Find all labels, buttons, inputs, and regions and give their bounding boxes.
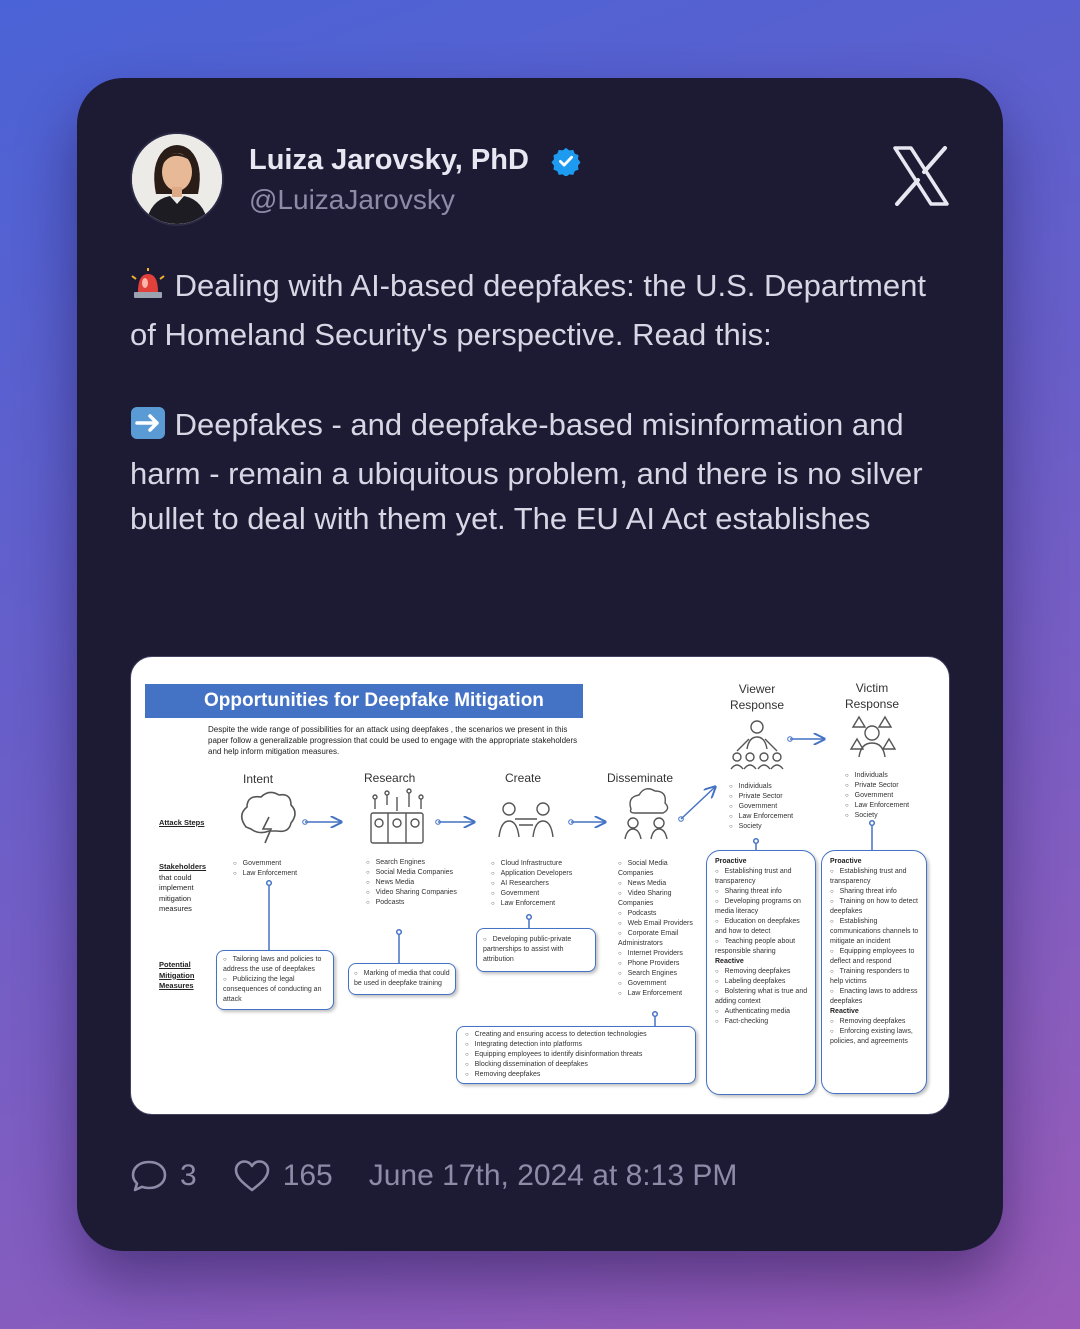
stage-intent: Intent [243, 772, 274, 786]
mitigation-box-viewer: Proactive ○ Establishing trust and transparency ○ Sharing threat info ○ Developing programs on media literacy ○ Education on deepfakes and how to detect ○ Teaching people about responsible sharing Reactive ○ Removing deepfakes ○ Labeling deepfakes ○ Bolstering what is true and adding context ○ Authenticating media ○ Fact-checking [706, 850, 816, 1095]
tweet-paragraph-2: Deepfakes - and deepfake-based misinformation and harm - remain a ubiquitous problem, and there is no silver bullet to deal with them yet. The EU AI Act establishes [130, 407, 923, 536]
mitigation-box-create: ○ Developing public-private partnerships to assist with attribution [476, 928, 596, 972]
mitigation-box-victim: Proactive ○ Establishing trust and transparency ○ Sharing threat info ○ Training on how to detect deepfakes ○ Establishing communications channels to mitigate an incident ○ Equipping employees to deflect and respond ○ Training responders to help victims ○ Enacting laws to address deepfakes Reactive ○ Removing deepfakes ○ Enforcing existing laws, policies, and agreements [821, 850, 927, 1094]
stakeholders-victim: ○ Individuals ○ Private Sector ○ Government ○ Law Enforcement ○ Society [845, 771, 909, 821]
stage-viewer-response: Viewer Response [729, 682, 785, 712]
viewers-icon [731, 721, 783, 769]
stakeholders-research: ○ Search Engines ○ Social Media Companies ○ News Media ○ Video Sharing Companies ○ Podcasts [366, 858, 466, 908]
row-label-stakeholders: Stakeholders that could implement mitigation measures [159, 862, 207, 913]
tweet-card [77, 78, 1003, 1251]
victim-warning-icon [851, 717, 895, 757]
row-label-mitigation: Potential Mitigation Measures [159, 960, 195, 990]
stakeholders-intent: ○ Government ○ Law Enforcement [233, 859, 297, 879]
infographic-graphics [131, 657, 949, 1114]
tweet-text [130, 263, 960, 541]
mitigation-box-research: ○ Marking of media that could be used in deepfake training [348, 963, 456, 995]
infographic-image[interactable] [130, 656, 950, 1115]
police-light-emoji [130, 267, 166, 312]
reply-count: 3 [180, 1159, 197, 1192]
right-arrow-emoji [130, 406, 166, 451]
stakeholders-disseminate: ○ Social Media Companies ○ News Media ○ Video Sharing Companies ○ Podcasts ○ Web Email Providers ○ Corporate Email Administrators ○ Internet Providers ○ Phone Providers ○ Search Engines ○ Government ○ Law Enforcement [618, 859, 698, 999]
stage-victim-response: Victim Response [844, 681, 900, 711]
infographic-title: Opportunities for Deepfake Mitigation [204, 690, 544, 711]
stage-disseminate: Disseminate [607, 771, 674, 785]
tweet-timestamp[interactable]: June 17th, 2024 at 8:13 PM [368, 1159, 738, 1192]
like-count: 165 [282, 1159, 333, 1192]
infographic-subtitle: Despite the wide range of possibilities for an attack using deepfakes , the scenarios we present in this paper follow a generalizable progression that could be used to engage with the appropriate stakeholders and help inform mitigation measures. [208, 725, 578, 756]
author-handle[interactable]: @LuizaJarovsky [249, 184, 455, 215]
stage-create: Create [505, 771, 542, 785]
comment-bubble-icon[interactable] [130, 1157, 168, 1195]
tweet-paragraph-1: Dealing with AI-based deepfakes: the U.S. Department of Homeland Security's perspective. Read this: [130, 268, 926, 352]
verified-badge-icon [551, 146, 581, 176]
mitigation-box-disseminate: ○ Creating and ensuring access to detection technologies ○ Integrating detection into platforms ○ Equipping employees to identify disinformation threats ○ Blocking dissemination of deepfakes ○ Removing deepfakes [456, 1026, 696, 1084]
brain-lightning-icon [242, 792, 295, 843]
heart-icon[interactable] [233, 1157, 271, 1195]
stakeholders-viewer: ○ Individuals ○ Private Sector ○ Government ○ Law Enforcement ○ Society [729, 782, 793, 832]
tweet-footer [130, 1154, 737, 1198]
x-logo-icon[interactable] [892, 146, 950, 206]
stakeholders-create: ○ Cloud Infrastructure ○ Application Developers ○ AI Researchers ○ Government ○ Law Enforcement [491, 859, 572, 909]
author-name[interactable]: Luiza Jarovsky, PhD [249, 144, 529, 176]
stage-research: Research [364, 771, 416, 785]
researchers-icon [371, 789, 423, 843]
people-creating-icon [499, 803, 553, 837]
avatar[interactable] [130, 132, 224, 226]
row-label-attack-steps: Attack Steps [159, 818, 205, 827]
cloud-people-icon [625, 789, 668, 839]
mitigation-box-intent: ○ Tailoring laws and policies to address the use of deepfakes ○ Publicizing the legal consequences of conducting an attack [216, 950, 334, 1010]
